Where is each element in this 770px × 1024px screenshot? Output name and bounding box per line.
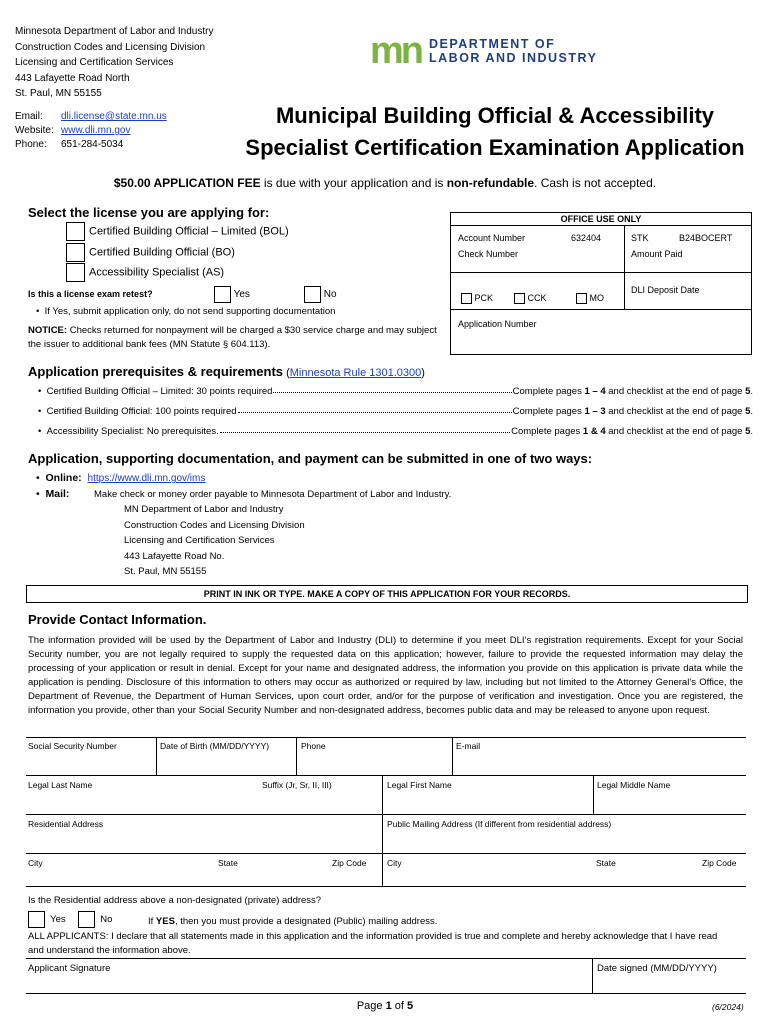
phone-label: Phone:	[15, 139, 47, 150]
checkbox[interactable]	[66, 222, 85, 241]
office-use-heading: OFFICE USE ONLY	[451, 213, 751, 226]
checkbox[interactable]	[514, 293, 525, 304]
prereq-item: • Certified Building Official – Limited: 30 points required Complete pages 1 – 4 and checklist at the end of page 5.	[38, 386, 753, 397]
address-line: Licensing and Certification Services	[15, 57, 174, 68]
residential-address-field[interactable]: Residential Address	[28, 819, 104, 829]
mail-address: MN Department of Labor and Industry Construction Codes and Licensing Division Licensing and Certification Services 443 Lafayette Road No. St. Paul, MN 55155	[124, 504, 305, 577]
prereq-item: • Accessibility Specialist: No prerequisites. Complete pages 1 & 4 and checklist at the end of page 5.	[38, 426, 753, 437]
last-name-field[interactable]: Legal Last Name	[28, 780, 93, 790]
rule-link[interactable]: Minnesota Rule 1301.0300	[289, 367, 422, 379]
city-field[interactable]: City	[28, 858, 43, 868]
page-number: Page 1 of 5	[356, 1000, 414, 1012]
dob-field[interactable]: Date of Birth (MM/DD/YYYY)	[160, 741, 270, 751]
notice: NOTICE: Checks returned for nonpayment will be charged a $30 service charge and may subject the issuer to additional bank fees (MN Statute § 604.113).	[28, 325, 437, 350]
checkbox[interactable]	[78, 911, 95, 928]
email-field[interactable]: E-mail	[456, 741, 481, 751]
agency-contact	[15, 110, 167, 152]
retest-question: Is this a license exam retest?	[28, 289, 153, 299]
stk-value: B24BOCERT	[679, 233, 733, 243]
address-line: 443 Lafayette Road North	[15, 72, 130, 84]
address-line: St. Paul, MN 55155	[15, 88, 102, 99]
checkbox[interactable]	[214, 286, 231, 303]
mailing-zip-field[interactable]: Zip Code	[702, 858, 737, 868]
dli-logo	[370, 30, 598, 72]
mailing-address-field[interactable]: Public Mailing Address (If different from residential address)	[387, 819, 612, 829]
prereq-heading: Application prerequisites & requirements (Minnesota Rule 1301.0300)	[28, 364, 425, 379]
state-field[interactable]: State	[218, 858, 238, 868]
revision-date: (6/2024)	[712, 1002, 744, 1012]
retest-note: • If Yes, submit application only, do not send supporting documentation	[36, 306, 336, 317]
phone-field[interactable]: Phone	[301, 741, 326, 751]
select-license-heading: Select the license you are applying for:	[28, 205, 270, 220]
account-number-label: Account Number	[458, 233, 526, 243]
contact-heading: Provide Contact Information.	[28, 612, 207, 627]
logo-line1: DEPARTMENT OF	[429, 37, 556, 51]
cck-option[interactable]: CCK	[514, 293, 547, 304]
stk-label: STK	[631, 233, 649, 243]
fee-statement: $50.00 APPLICATION FEE is due with your application and is non-refundable. Cash is not accepted.	[113, 176, 657, 190]
nondesignated-no[interactable]: No	[78, 911, 112, 928]
privacy-paragraph: The information provided will be used by the Department of Labor and Industry (DLI) to determine if you meet DLI’s registration requirements. Except for your Social Security number, you are not legally required to supply the requested data on this application; however, failure to provide the requested information may delay the processing of your application or result in denial. Except for your name and designated address, the information you provide on this application is private data while the application is pending. Disclosure of this information to others may occur as authorized or required by law, including but not limited to the Attorney General’s Office, the Department of Revenue, the Department of Human Services, upon court order, and/or for the purpose of verification and investigation. Once you are registered, the information you provide, other than your Social Security Number and non-designated address, becomes public data and may be released to anyone upon request.	[28, 635, 743, 716]
mo-option[interactable]: MO	[576, 293, 604, 304]
middle-name-field[interactable]: Legal Middle Name	[597, 780, 671, 790]
license-option-as[interactable]: Accessibility Specialist (AS)	[66, 263, 224, 282]
pck-option[interactable]: PCK	[461, 293, 493, 304]
contact-grid	[26, 737, 746, 887]
retest-yes[interactable]: Yes	[214, 286, 250, 303]
checkbox[interactable]	[66, 243, 85, 262]
check-number-label: Check Number	[458, 249, 519, 259]
checkbox[interactable]	[28, 911, 45, 928]
logo-mark: mn	[370, 30, 421, 72]
signature-row	[26, 958, 746, 994]
address-line: Minnesota Department of Labor and Industry	[15, 26, 214, 37]
mailing-state-field[interactable]: State	[596, 858, 616, 868]
if-yes-note: If YES, then you must provide a designated (Public) mailing address.	[148, 916, 438, 927]
submit-mail: • Mail:	[36, 488, 70, 500]
website-label: Website:	[15, 125, 54, 136]
address-line: Construction Codes and Licensing Division	[15, 41, 206, 53]
online-link[interactable]: https://www.dli.mn.gov/ims	[87, 473, 206, 484]
mail-instructions: Make check or money order payable to Minnesota Department of Labor and Industry.	[94, 489, 452, 500]
print-notice: PRINT IN INK OR TYPE. MAKE A COPY OF THIS APPLICATION FOR YOUR RECORDS.	[26, 585, 748, 603]
page-title: Municipal Building Official & Accessibility Specialist Certification Examination Application	[245, 103, 745, 160]
date-signed-field[interactable]: Date signed (MM/DD/YYYY)	[597, 963, 717, 974]
email-link[interactable]: dli.license@state.mn.us	[61, 111, 167, 122]
first-name-field[interactable]: Legal First Name	[387, 780, 452, 790]
nondesignated-question: Is the Residential address above a non-designated (private) address?	[28, 895, 322, 906]
email-label: Email:	[15, 111, 43, 122]
nondesignated-yes[interactable]: Yes	[28, 911, 66, 928]
mailing-city-field[interactable]: City	[387, 858, 402, 868]
checkbox[interactable]	[66, 263, 85, 282]
signature-field[interactable]: Applicant Signature	[28, 963, 111, 974]
suffix-field[interactable]: Suffix (Jr, Sr, II, III)	[262, 780, 332, 790]
checkbox[interactable]	[576, 293, 587, 304]
attestation: ALL APPLICANTS: I declare that all statements made in this application and the information provided is true and complete and hereby acknowledge that I have read and understand the information above.	[28, 931, 718, 956]
prereq-item: • Certified Building Official: 100 points required Complete pages 1 – 3 and checklist at the end of page 5.	[38, 406, 753, 417]
logo-line2: LABOR AND INDUSTRY	[429, 51, 598, 65]
submit-online: • Online: https://www.dli.mn.gov/ims	[36, 472, 206, 484]
checkbox[interactable]	[461, 293, 472, 304]
ssn-field[interactable]: Social Security Number	[28, 741, 117, 751]
agency-address	[15, 24, 213, 102]
amount-paid-label: Amount Paid	[631, 249, 683, 259]
checkbox[interactable]	[304, 286, 321, 303]
license-option-bol[interactable]: Certified Building Official – Limited (BOL)	[66, 222, 289, 241]
retest-no[interactable]: No	[304, 286, 337, 303]
submit-heading: Application, supporting documentation, and payment can be submitted in one of two ways:	[28, 451, 593, 466]
zip-field[interactable]: Zip Code	[332, 858, 367, 868]
account-number-value: 632404	[571, 233, 602, 243]
website-link[interactable]: www.dli.mn.gov	[61, 125, 131, 136]
license-option-bo[interactable]: Certified Building Official (BO)	[66, 243, 235, 262]
dli-deposit-label: DLI Deposit Date	[631, 285, 700, 295]
application-number-label: Application Number	[458, 319, 537, 329]
phone-value: 651-284-5034	[61, 139, 124, 150]
office-use-box	[450, 212, 752, 355]
